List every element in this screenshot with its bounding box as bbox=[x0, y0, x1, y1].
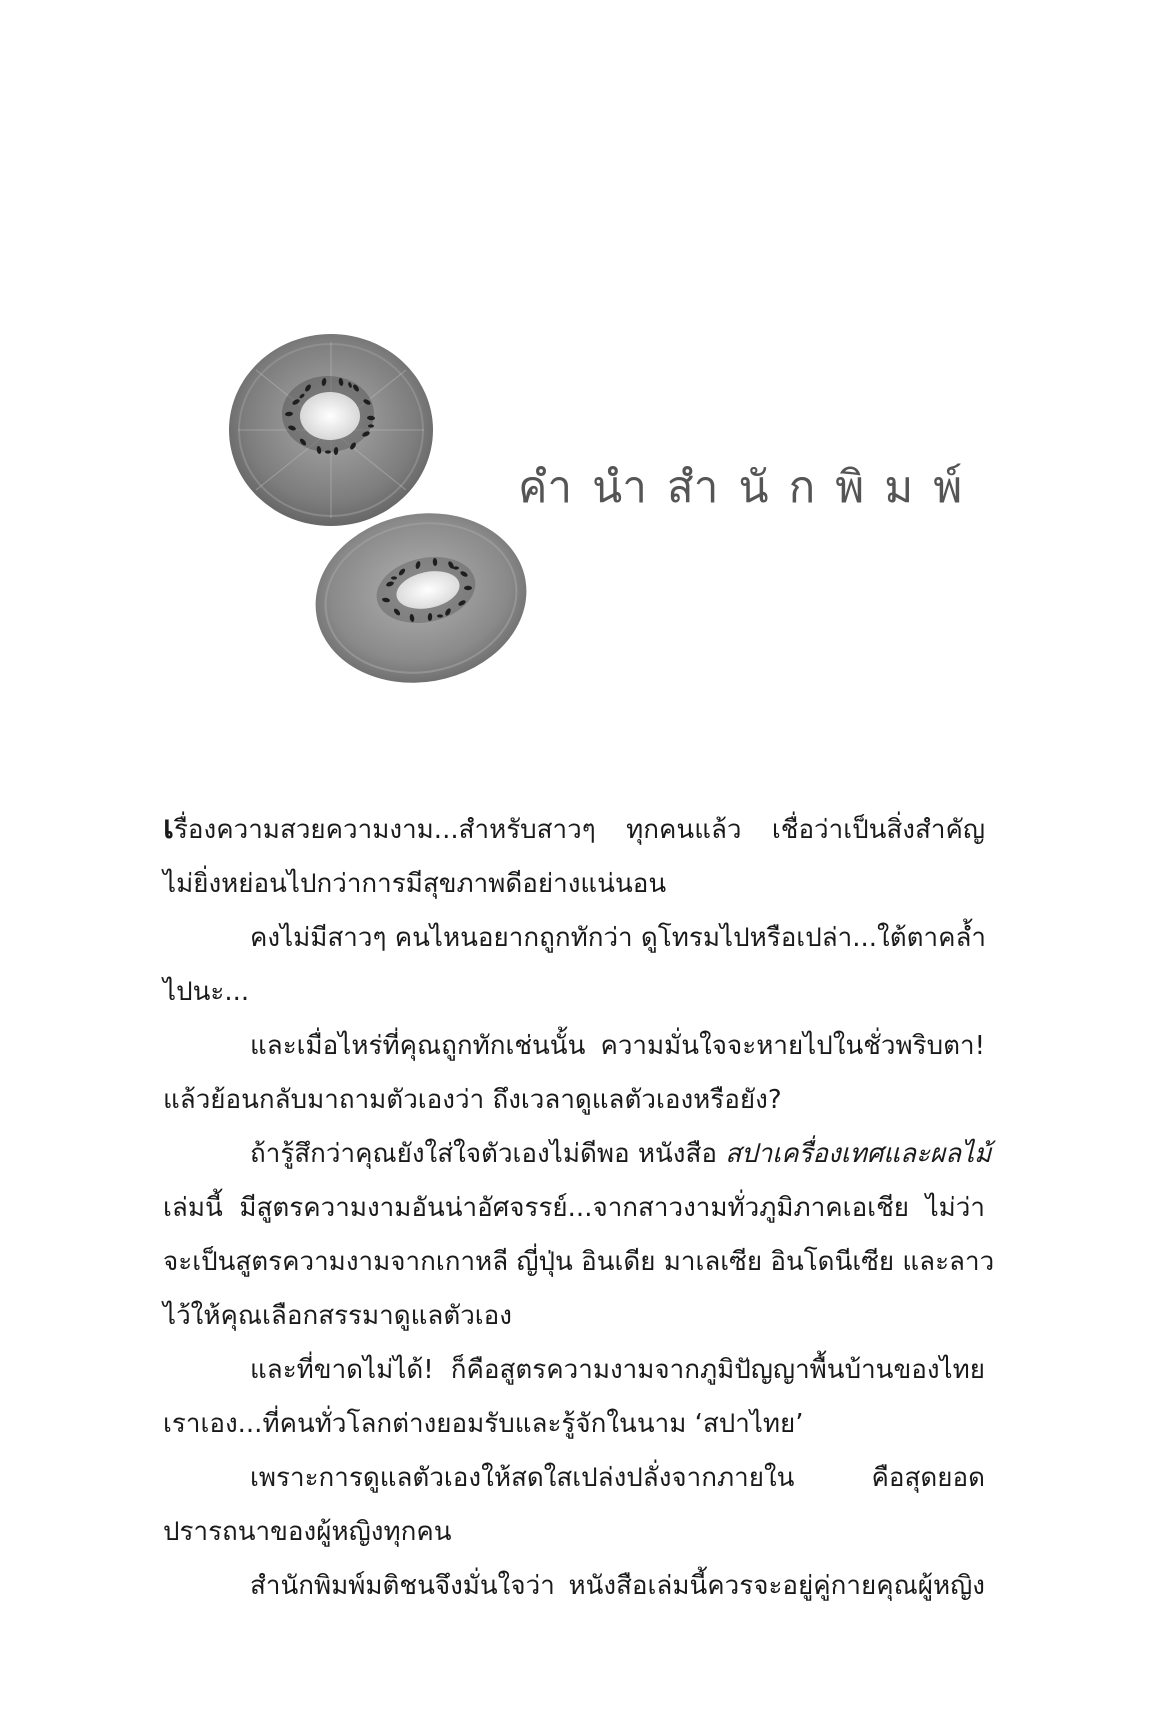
text-line: แล้วย้อนกลับมาถามตัวเองว่า ถึงเวลาดูแลตัวเองหรือยัง? bbox=[163, 1085, 782, 1115]
text-line: และเมื่อไหร่ที่คุณถูกทักเช่นนั้น ความมั่นใจจะหายไปในชั่วพริบตา! bbox=[250, 1031, 985, 1061]
text-line: ปรารถนาของผู้หญิงทุกคน bbox=[163, 1517, 452, 1547]
text-line: ไม่ยิ่งหย่อนไปกว่าการมีสุขภาพดีอย่างแน่นอน bbox=[163, 869, 667, 899]
paragraph bbox=[163, 1559, 985, 1613]
text-line: สำนักพิมพ์มติชนจึงมั่นใจว่า หนังสือเล่มนี้ควรจะอยู่คู่กายคุณผู้หญิง bbox=[250, 1571, 985, 1601]
paragraph bbox=[163, 1451, 985, 1559]
text-line: เพราะการดูแลตัวเองให้สดใสเปล่งปลั่งจากภายใน คือสุดยอด bbox=[250, 1463, 985, 1493]
book-title: สปาเครื่องเทศและผลไม้ bbox=[725, 1139, 992, 1169]
paragraph bbox=[163, 1343, 985, 1451]
text-line: จะเป็นสูตรความงามจากเกาหลี ญี่ปุ่น อินเดีย มาเลเซีย อินโดนีเซีย และลาว bbox=[163, 1247, 995, 1277]
text-line: คงไม่มีสาวๆ คนไหนอยากถูกทักว่า ดูโทรมไปหรือเปล่า...ใต้ตาคล้ำ bbox=[250, 923, 987, 953]
section-title: คำนำสำนักพิมพ์ bbox=[518, 462, 983, 513]
text-line: ไว้ให้คุณเลือกสรรมาดูแลตัวเอง bbox=[163, 1301, 512, 1331]
kiwi-half-bottom-icon bbox=[310, 508, 532, 688]
text-line: ถ้ารู้สึกว่าคุณยังใส่ใจตัวเองไม่ดีพอ หนังสือ สปาเครื่องเทศและผลไม้ bbox=[250, 1139, 992, 1169]
text-line: เรื่องความสวยความงาม...สำหรับสาวๆ ทุกคนแล้ว เชื่อว่าเป็นสิ่งสำคัญ bbox=[163, 808, 985, 846]
paragraph bbox=[163, 1127, 995, 1343]
text-line: และที่ขาดไม่ได้! ก็คือสูตรความงามจากภูมิปัญญาพื้นบ้านของไทย bbox=[250, 1355, 985, 1385]
text-line: เราเอง...ที่คนทั่วโลกต่างยอมรับและรู้จักในนาม ‘สปาไทย’ bbox=[163, 1409, 804, 1439]
body-text bbox=[163, 800, 995, 1613]
paragraph bbox=[163, 800, 985, 911]
kiwi-half-top-icon bbox=[226, 330, 436, 530]
paragraph bbox=[163, 1019, 985, 1127]
drop-cap: เ bbox=[163, 808, 174, 846]
text-line: เล่มนี้ มีสูตรความงามอันน่าอัศจรรย์...จากสาวงามทั่วภูมิภาคเอเชีย ไม่ว่า bbox=[163, 1193, 985, 1223]
paragraph bbox=[163, 911, 985, 1019]
text-line: ไปนะ... bbox=[163, 977, 250, 1007]
